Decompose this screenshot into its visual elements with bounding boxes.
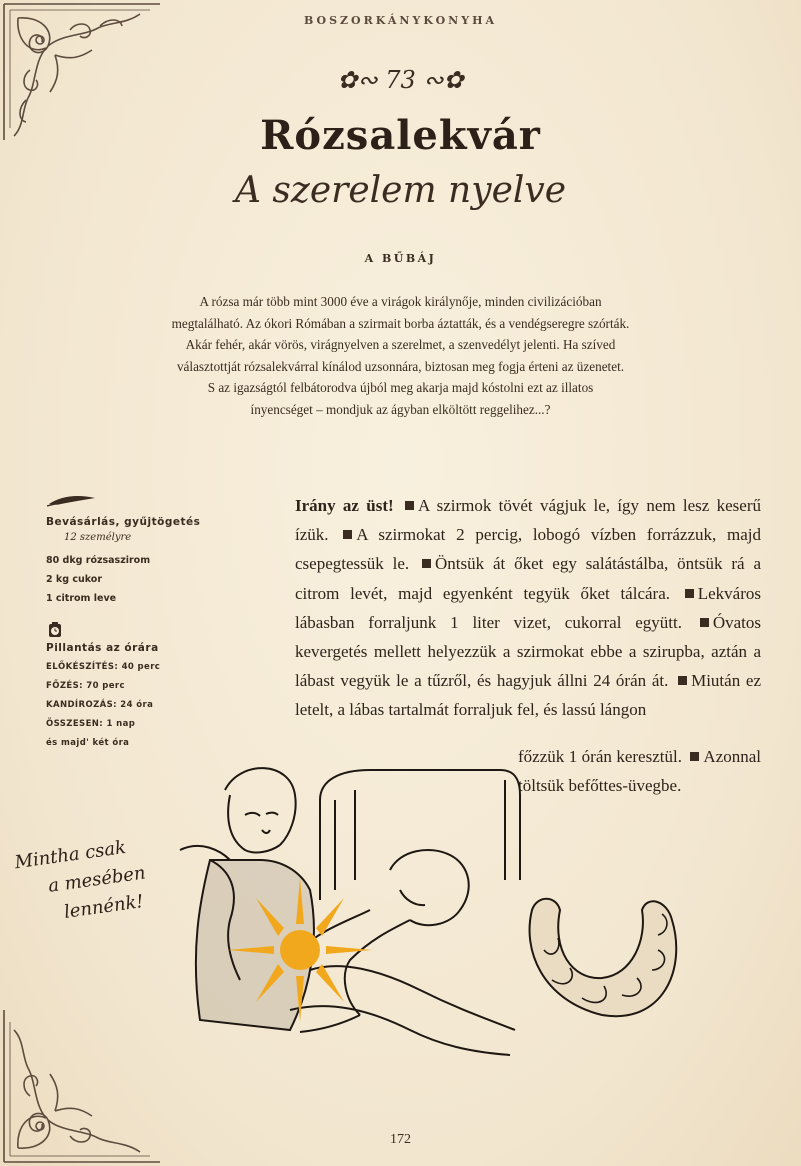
flourish-left-icon: ✿∾ [337, 66, 386, 94]
handwritten-note [13, 827, 183, 932]
recipe-subtitle: A szerelem nyelve [234, 170, 567, 211]
intro-paragraph [100, 291, 701, 420]
time-item: ÖSSZESEN: 1 nap [46, 719, 136, 729]
handnote-line: a mesében [46, 862, 147, 897]
ingredient-item: 1 citrom leve [46, 593, 117, 604]
page-number: 172 [390, 1132, 411, 1147]
instruction-step: főzzük 1 órán keresztül. [518, 747, 682, 766]
step-separator-icon [405, 501, 414, 510]
step-separator-icon [678, 676, 687, 685]
breakfast-in-bed-illustration [170, 760, 530, 1060]
time-item: FŐZÉS: 70 perc [46, 681, 125, 691]
shopping-heading: Bevásárlás, gyűjtögetés [46, 516, 201, 528]
flourish-right-icon: ∾✿ [415, 66, 464, 94]
intro-line: A rózsa már több mint 3000 éve a virágok királynője, minden civilizációban [199, 294, 602, 309]
intro-line: Akár fehér, akár vörös, virágnyelven a szerelmet, a szenvedélyt jelenti. Ha szíved [185, 337, 616, 352]
section-label: A BŰBÁJ [364, 252, 437, 265]
intro-line: megtalálható. Az ókori Rómában a szirmait borba áztatták, és a vendégseregre szórták. [171, 315, 630, 331]
handnote-line: Mintha csak [13, 836, 128, 874]
ingredient-item: 80 dkg rózsaszirom [46, 555, 151, 566]
instructions-tail [518, 742, 761, 800]
instruction-step: Öntsük át őket egy salátástálba, öntsük rá a citrom levét, majd egyenként tegyük őket tálcára. [295, 554, 761, 603]
time-item: ELŐKÉSZÍTÉS: 40 perc [46, 662, 161, 672]
clock-icon [48, 622, 62, 638]
intro-line: S az igazságtól felbátorodva újból meg akarja majd kóstolni ezt az illatos [207, 380, 594, 395]
instruction-step: Óvatos kevergetés mellett helyezzük a szirmokat ebbe a szirupba, aztán a lábast vegyük le a tűzről, és hagyjuk állni 24 órán át. [295, 612, 762, 691]
quill-icon [47, 492, 97, 508]
croissant-illustration [522, 890, 690, 1030]
instruction-step: A szirmok tövét vágjuk le, így nem lesz keserű ízük. [295, 496, 761, 545]
recipe-number-value: 73 [385, 66, 416, 94]
recipe-title: Rózsalekvár [260, 112, 541, 159]
instruction-step: A szirmokat 2 percig, lobogó vízben forrázzuk, majd csepegtessük le. [295, 525, 762, 574]
ingredient-item: 2 kg cukor [46, 574, 103, 585]
time-item: és majd' két óra [46, 738, 130, 748]
running-head: BOSZORKÁNYKONYHA [303, 14, 498, 27]
instruction-step: Lekváros lábasban forraljunk 1 liter vizet, cukorral együtt. [295, 583, 761, 632]
intro-line: ínyencséget – mondjuk az ágyban elköltött reggelihez...? [250, 401, 551, 417]
step-separator-icon [700, 618, 709, 627]
recipe-number [0, 66, 801, 94]
instruction-step: Miután ez letelt, a lábas tartalmát forraljuk fel, és lassú lángon [295, 671, 762, 720]
step-separator-icon [343, 530, 352, 539]
recipe-sidebar [46, 516, 246, 753]
instruction-step: Azonnal töltsük befőttes-üvegbe. [518, 747, 762, 796]
instructions [295, 491, 761, 725]
step-separator-icon [685, 589, 694, 598]
servings: 12 személyre [64, 532, 132, 543]
step-separator-icon [422, 559, 431, 568]
intro-line: választottját rózsalekvárral kínálod uzsonnára, biztosan meg fogja érteni az üzenetet. [176, 358, 625, 374]
time-item: KANDÍROZÁS: 24 óra [46, 700, 154, 710]
instructions-lead: Irány az üst! [295, 496, 394, 515]
handnote-line: lennénk! [62, 890, 145, 923]
step-separator-icon [690, 752, 699, 761]
time-heading: Pillantás az órára [46, 642, 159, 654]
